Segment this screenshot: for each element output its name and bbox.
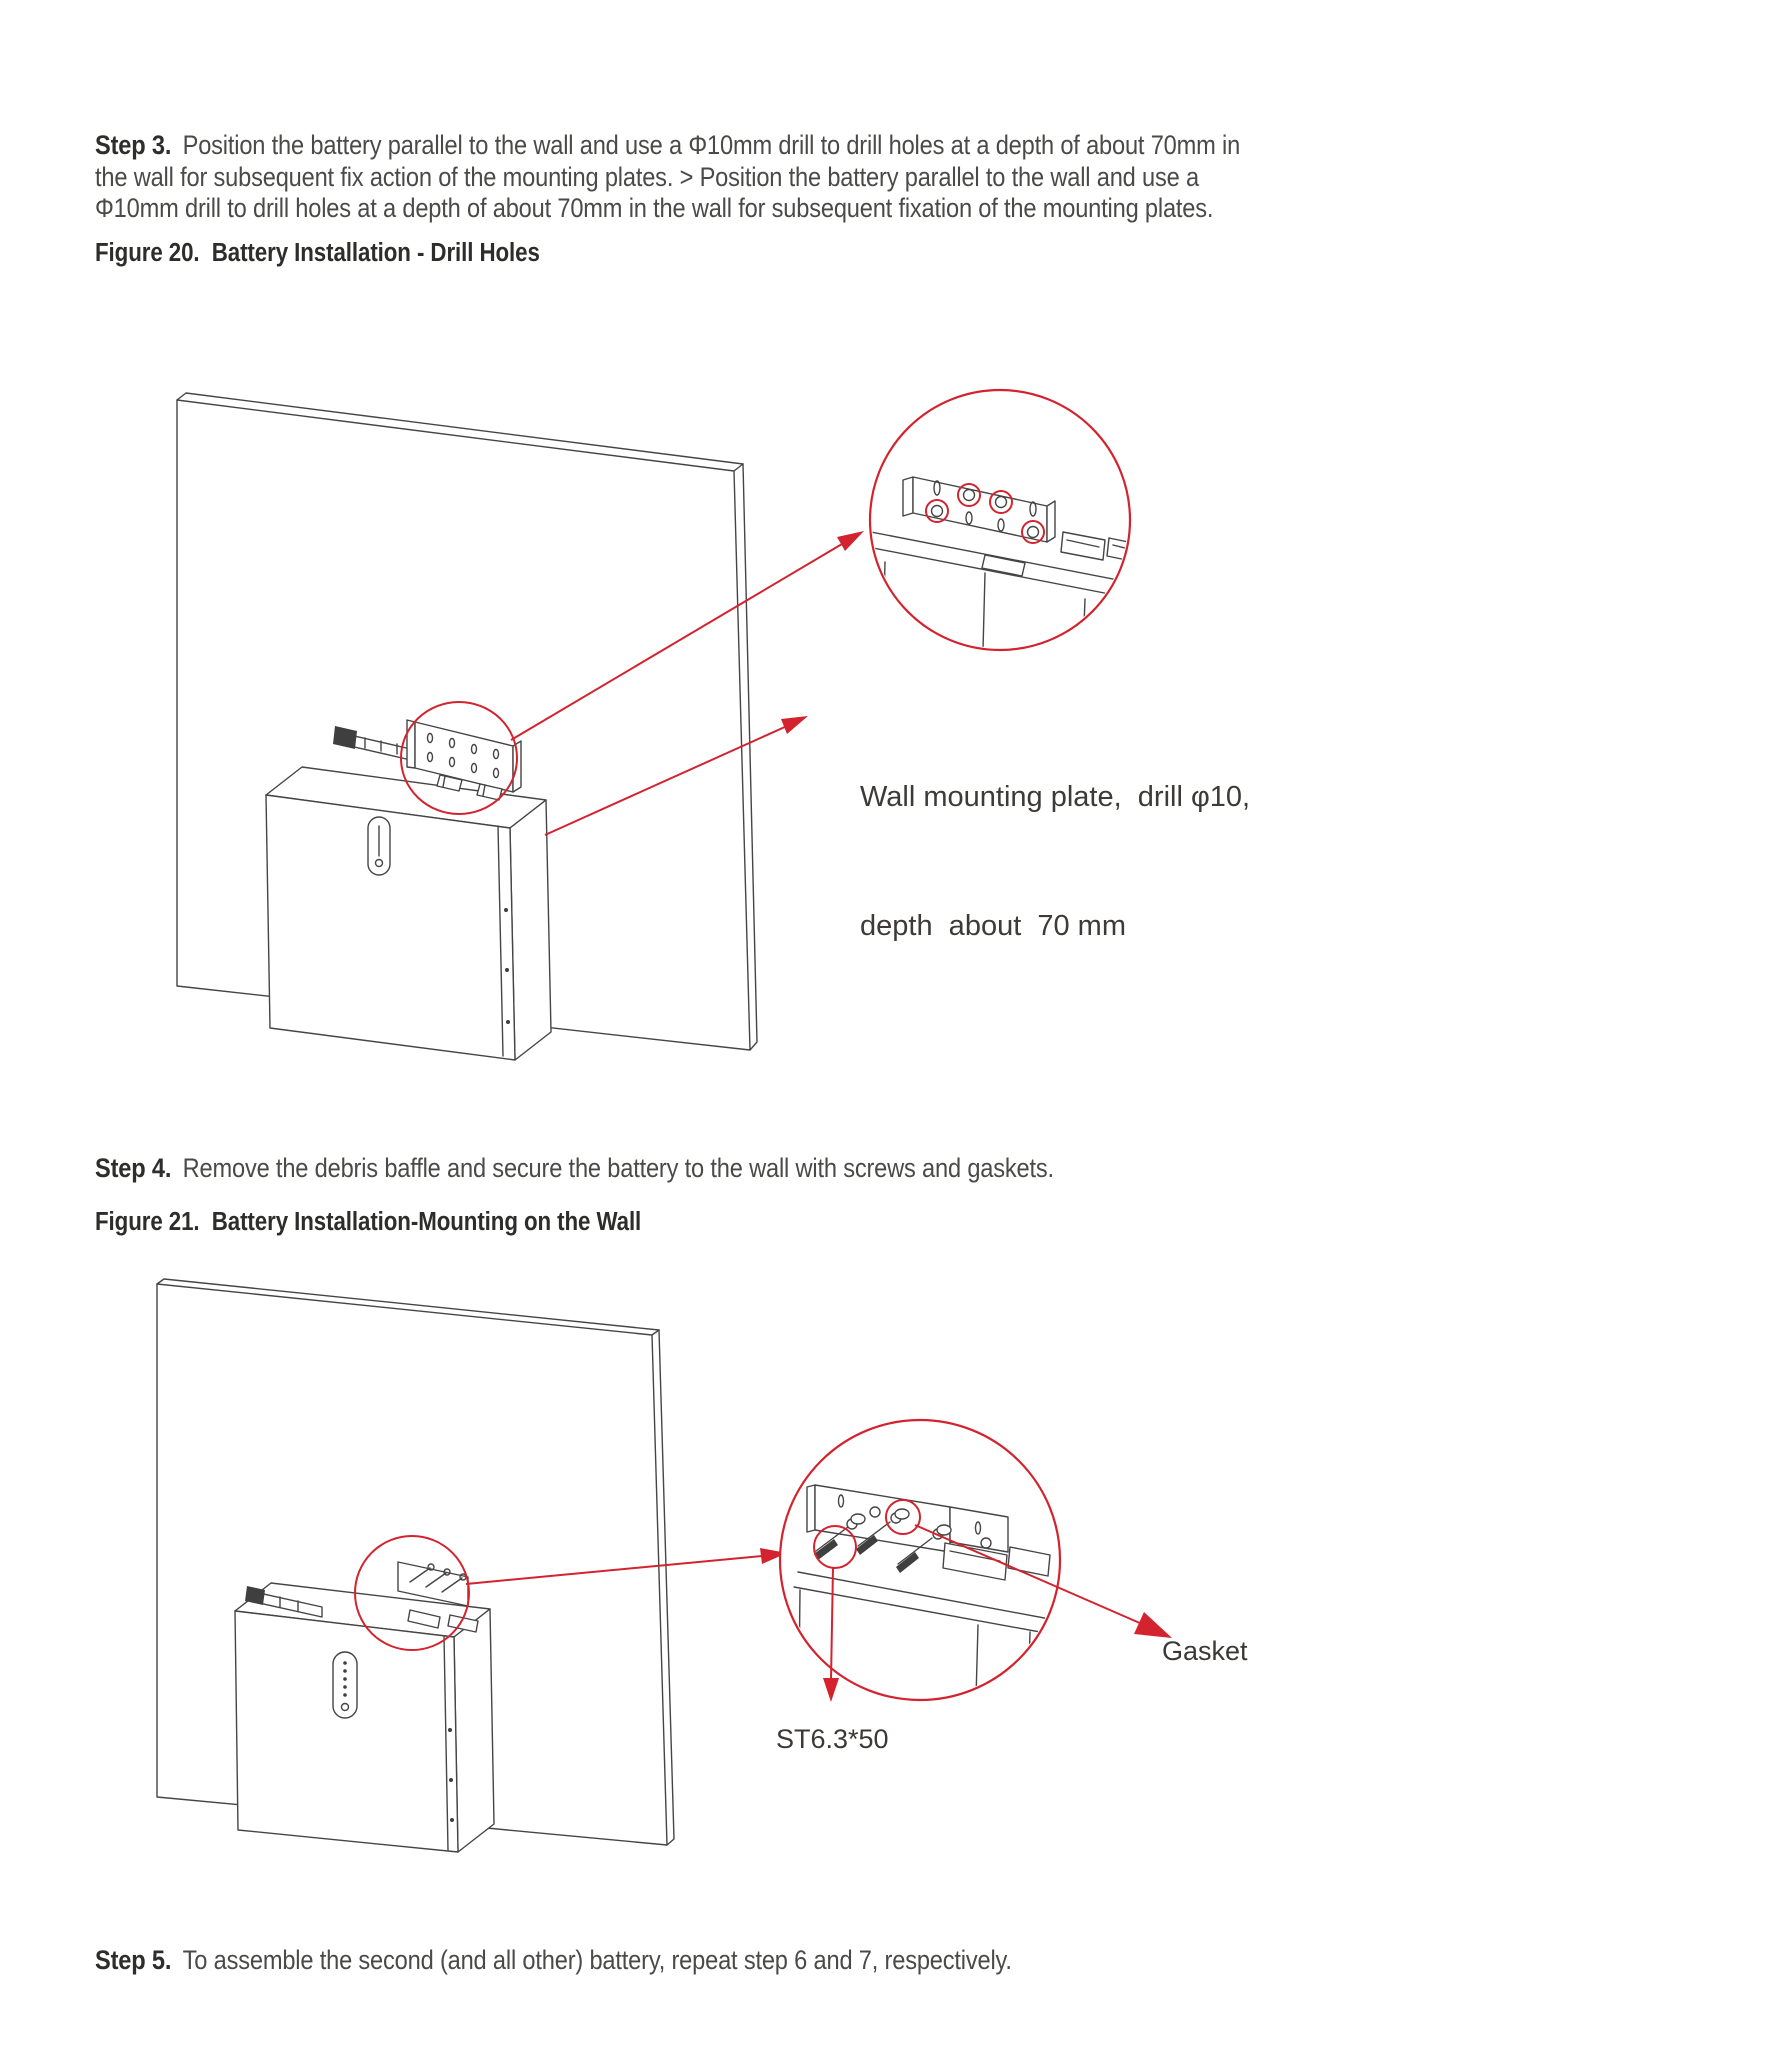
step5-paragraph <box>95 1945 1263 1977</box>
detail-callout <box>780 1420 1060 1700</box>
figure21-caption: Figure 21. Battery Installation-Mounting on the Wall <box>95 1208 642 1236</box>
annotation-line2: depth about 70 mm <box>860 910 1126 942</box>
step4-label: Step 4. <box>95 1153 172 1183</box>
step4-paragraph <box>95 1153 1263 1185</box>
battery-unit <box>235 1562 494 1852</box>
detail-callout <box>868 390 1143 651</box>
figure21-drawing <box>100 1260 1400 1880</box>
step3-label: Step 3. <box>95 130 172 160</box>
step3-paragraph <box>95 130 1263 225</box>
figure20-caption: Figure 20. Battery Installation - Drill Holes <box>95 239 540 267</box>
annotation-line1: Wall mounting plate, drill φ10, <box>860 781 1251 813</box>
figure20-annotation <box>860 690 1250 1034</box>
step4-text: Remove the debris baffle and secure the battery to the wall with screws and gaskets. <box>182 1153 1054 1183</box>
step3-text: Position the battery parallel to the wall and use a Φ10mm drill to drill holes at a depth of about 70mm in the wall for subsequent fix action of the mounting plates. > Position the battery parallel to the wall and use a Φ10mm drill to drill holes at a depth of about 70mm in the wall for subsequent fixation of the mounting plates. <box>95 130 1247 223</box>
step5-label: Step 5. <box>95 1945 172 1975</box>
gasket-label: Gasket <box>1162 1636 1248 1666</box>
screw-size-label: ST6.3*50 <box>776 1724 889 1754</box>
step5-text: To assemble the second (and all other) battery, repeat step 6 and 7, respectively. <box>182 1945 1012 1975</box>
